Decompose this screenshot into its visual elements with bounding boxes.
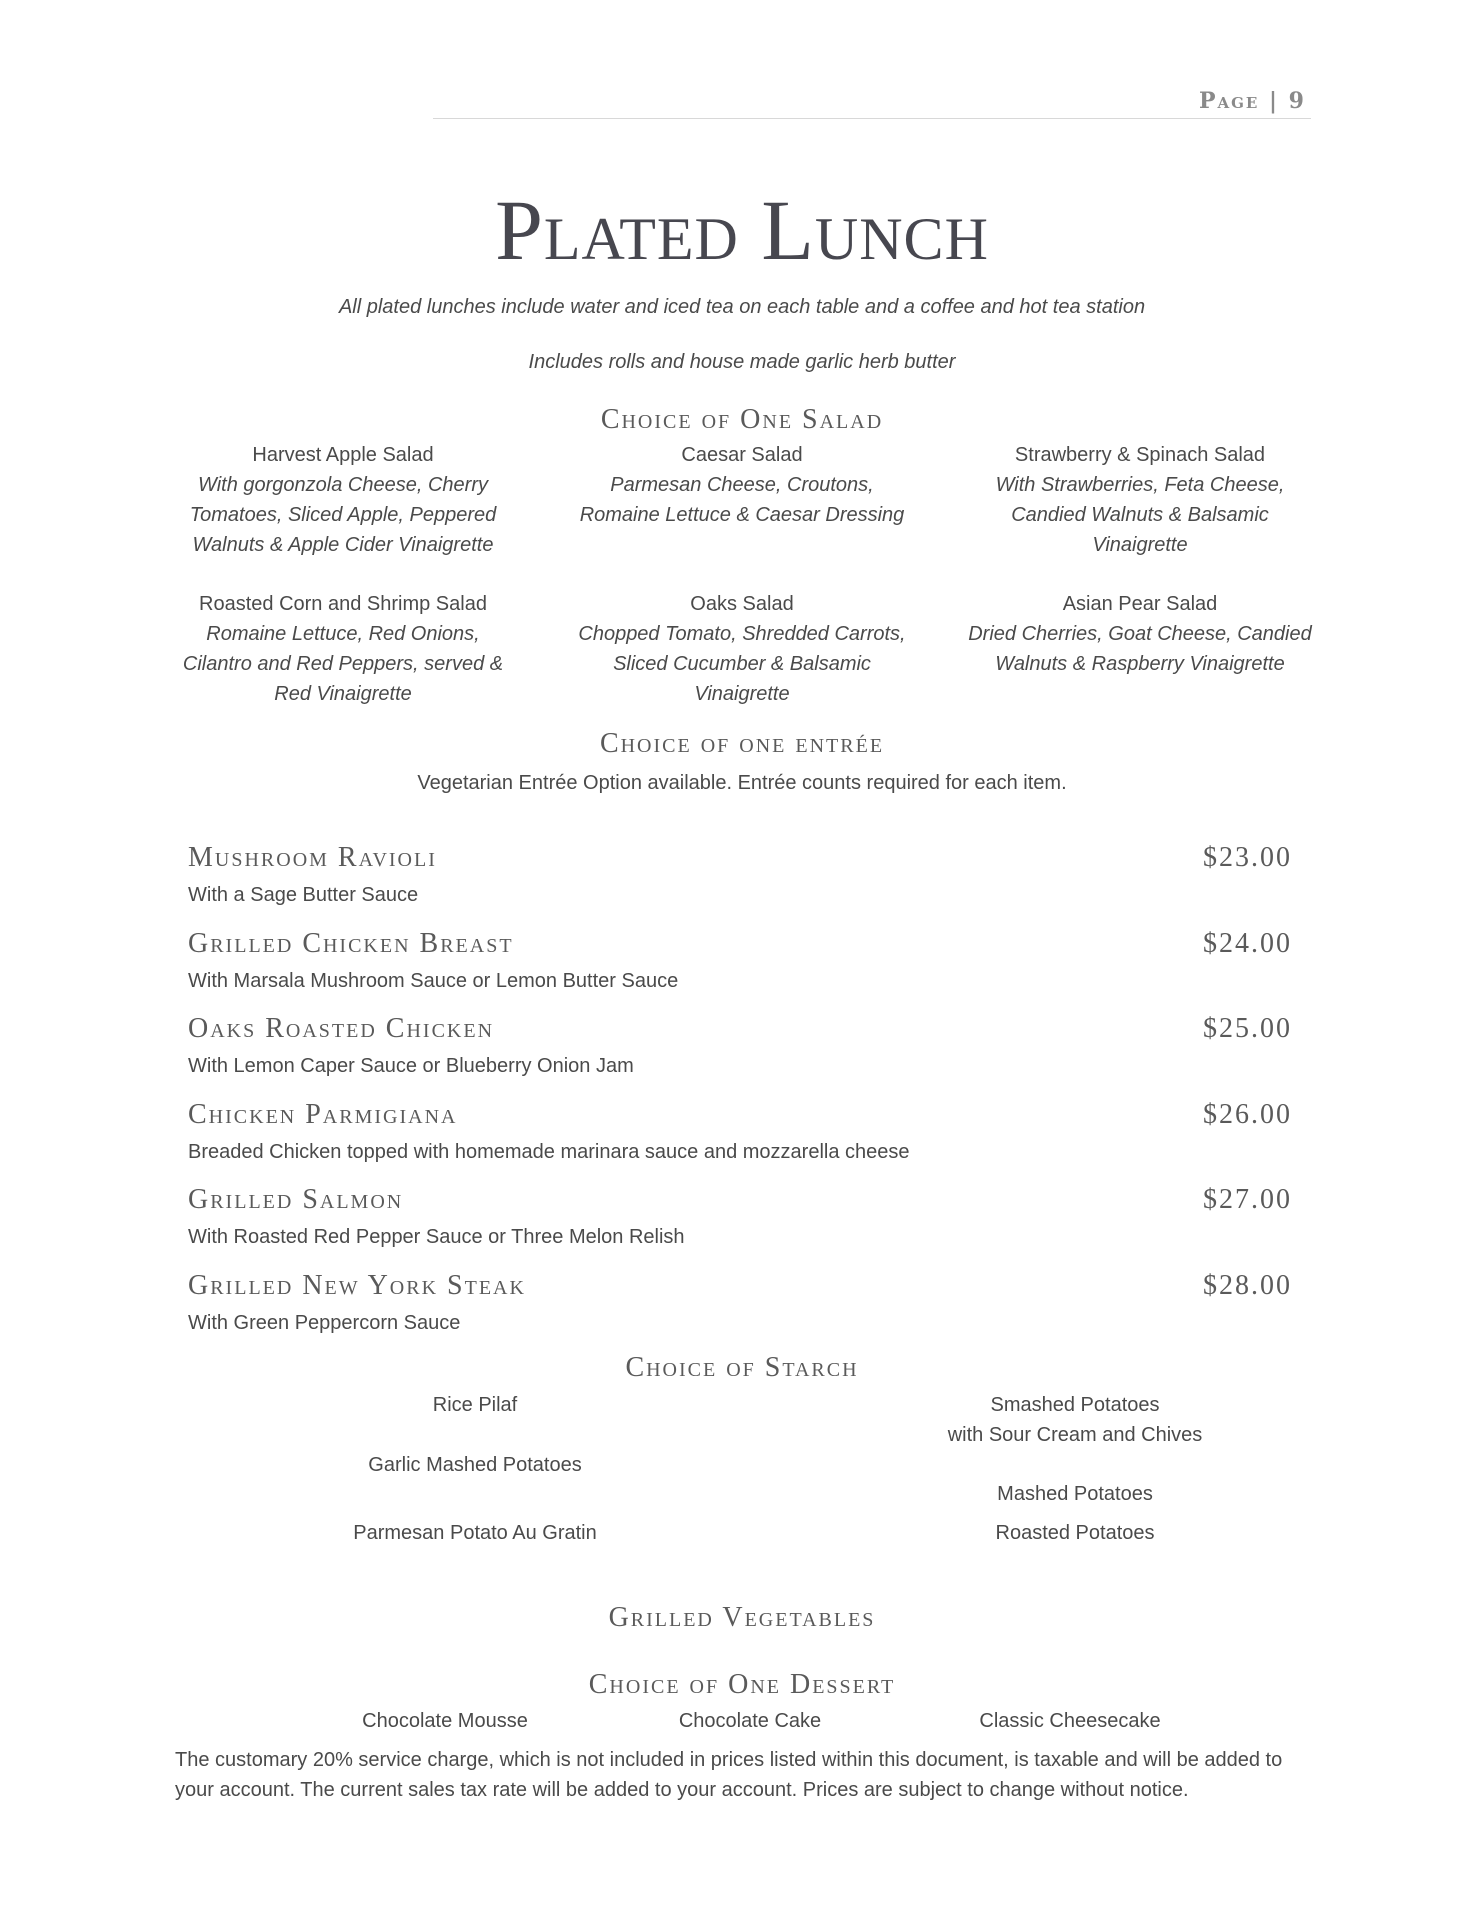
entree-price: $27.00	[1203, 1184, 1292, 1215]
subtitle-rolls: Includes rolls and house made garlic herb butter	[528, 351, 956, 373]
salad-desc: Dried Cherries, Goat Cheese, Candied	[968, 623, 1312, 645]
entree-desc: With Marsala Mushroom Sauce or Lemon Butter Sauce	[188, 970, 679, 992]
starch-item: Garlic Mashed Potatoes	[368, 1454, 582, 1476]
salad-desc: Walnuts & Apple Cider Vinaigrette	[192, 534, 494, 556]
starch-heading: Choice of Starch	[625, 1352, 859, 1383]
dessert-heading: Choice of One Dessert	[588, 1669, 896, 1700]
starch-item-note: with Sour Cream and Chives	[947, 1424, 1203, 1446]
entree-desc: With a Sage Butter Sauce	[188, 884, 419, 906]
footer-disclaimer: The customary 20% service charge, which is not included in prices listed within this document, is taxable and will be added to your account. The current sales tax rate will be added to your account. Prices are subject to change without notice.	[175, 1749, 1283, 1801]
salad-desc: Cilantro and Red Peppers, served &	[182, 653, 504, 675]
dessert-item: Classic Cheesecake	[979, 1710, 1161, 1732]
entree-name: Grilled Chicken Breast	[188, 928, 514, 959]
entree-name: Grilled Salmon	[188, 1184, 404, 1215]
page-number: Page | 9	[1198, 88, 1306, 114]
salad-desc: Romaine Lettuce, Red Onions,	[206, 623, 480, 645]
salad-desc: Vinaigrette	[694, 683, 790, 705]
entree-note: Vegetarian Entrée Option available. Entrée counts required for each item.	[417, 772, 1067, 794]
salad-heading: Choice of One Salad	[600, 404, 884, 435]
starch-item: Parmesan Potato Au Gratin	[353, 1522, 597, 1544]
header-rule	[433, 118, 1311, 119]
salad-desc: With gorgonzola Cheese, Cherry	[198, 474, 488, 496]
entree-name: Mushroom Ravioli	[188, 842, 437, 873]
salad-name: Roasted Corn and Shrimp Salad	[199, 593, 487, 615]
entree-price: $23.00	[1203, 842, 1292, 873]
entree-desc: Breaded Chicken topped with homemade marinara sauce and mozzarella cheese	[188, 1141, 910, 1163]
dessert-item: Chocolate Mousse	[362, 1710, 528, 1732]
salad-desc: Romaine Lettuce & Caesar Dressing	[579, 504, 905, 526]
salad-name: Strawberry & Spinach Salad	[1014, 444, 1266, 466]
salad-desc: Parmesan Cheese, Croutons,	[610, 474, 874, 496]
dessert-item: Chocolate Cake	[678, 1710, 822, 1732]
salad-name: Oaks Salad	[690, 593, 794, 615]
entree-price: $25.00	[1203, 1013, 1292, 1044]
salad-desc: Tomatoes, Sliced Apple, Peppered	[189, 504, 497, 526]
starch-item: Rice Pilaf	[432, 1394, 518, 1416]
entree-name: Chicken Parmigiana	[188, 1099, 458, 1130]
starch-item: Mashed Potatoes	[997, 1483, 1153, 1505]
entree-price: $26.00	[1203, 1099, 1292, 1130]
entree-price: $24.00	[1203, 928, 1292, 959]
salad-harvest-apple	[163, 440, 523, 560]
salad-desc: Red Vinaigrette	[274, 683, 412, 705]
salad-strawberry-spinach	[960, 440, 1320, 560]
entree-heading: Choice of one entrée	[599, 728, 885, 759]
entree-name: Grilled New York Steak	[188, 1270, 526, 1301]
entree-desc: With Roasted Red Pepper Sauce or Three Melon Relish	[188, 1226, 685, 1248]
entree-name: Oaks Roasted Chicken	[188, 1013, 495, 1044]
salad-caesar	[562, 440, 922, 530]
subtitle-beverages: All plated lunches include water and iced tea on each table and a coffee and hot tea station	[338, 296, 1146, 318]
starch-item: Smashed Potatoes	[990, 1394, 1160, 1416]
salad-asian-pear	[945, 589, 1335, 679]
entree-price: $28.00	[1203, 1270, 1292, 1301]
salad-desc: Candied Walnuts & Balsamic	[1011, 504, 1269, 526]
salad-desc: Walnuts & Raspberry Vinaigrette	[995, 653, 1285, 675]
salad-roasted-corn-shrimp	[163, 589, 523, 709]
starch-item: Roasted Potatoes	[995, 1522, 1155, 1544]
entree-desc: With Lemon Caper Sauce or Blueberry Onion Jam	[188, 1055, 634, 1077]
salad-name: Caesar Salad	[681, 444, 803, 466]
entree-desc: With Green Peppercorn Sauce	[188, 1312, 461, 1334]
salad-desc: Vinaigrette	[1092, 534, 1188, 556]
salad-desc: With Strawberries, Feta Cheese,	[995, 474, 1285, 496]
salad-desc: Sliced Cucumber & Balsamic	[613, 653, 871, 675]
salad-name: Harvest Apple Salad	[252, 444, 434, 466]
page-title: Plated Lunch	[495, 182, 989, 278]
salad-desc: Chopped Tomato, Shredded Carrots,	[578, 623, 906, 645]
salad-oaks	[562, 589, 922, 709]
vegetables-heading: Grilled Vegetables	[608, 1602, 876, 1633]
salad-name: Asian Pear Salad	[1062, 593, 1218, 615]
